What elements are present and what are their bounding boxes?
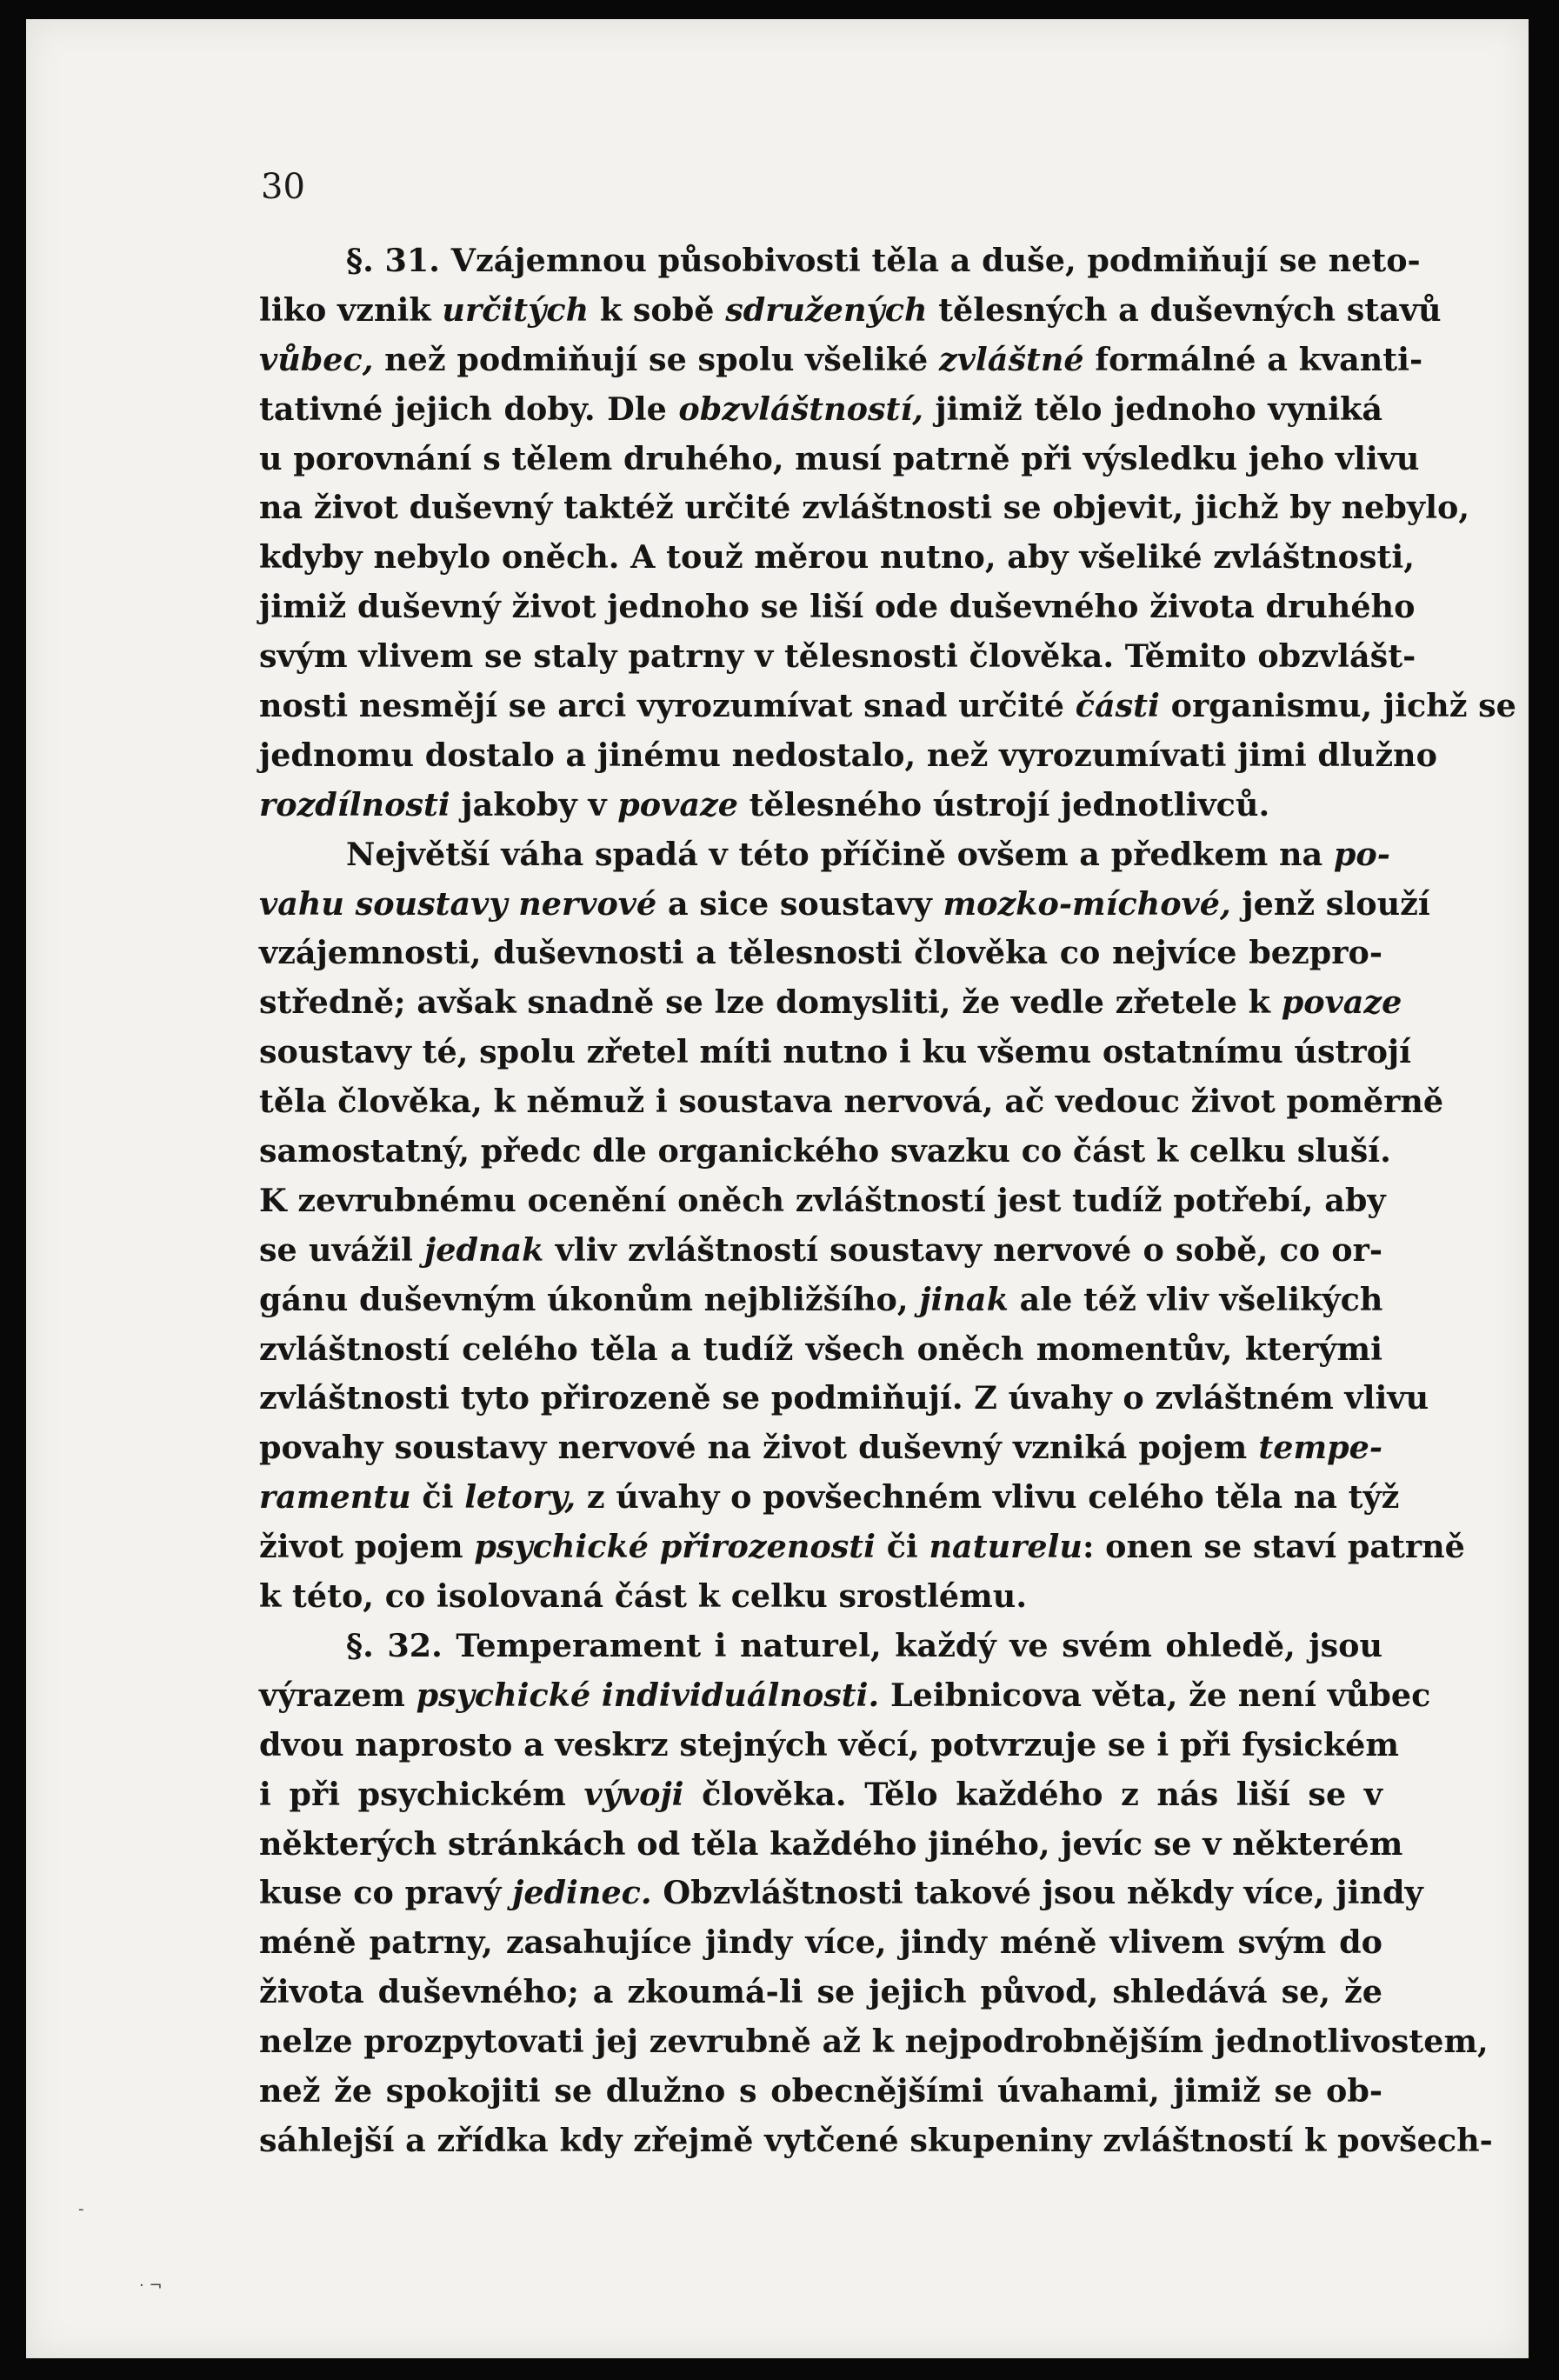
text-segment: i při psychickém — [259, 1775, 584, 1813]
text-segment: §. 31. Vzájemnou působivosti těla a duše, podmiňují se neto- — [346, 242, 1421, 279]
text-segment: středně; avšak snadně se lze domysliti, že vedle zřetele k — [259, 983, 1282, 1022]
text-segment: některých stránkách od těla každého jiného, jevíc se v některém — [259, 1824, 1403, 1863]
text-line — [259, 1325, 1382, 1375]
text-segment: k sobě — [589, 290, 726, 329]
text-segment: jenž slouží — [1230, 884, 1430, 923]
italic-text: povaze — [617, 785, 738, 823]
text-line — [259, 1918, 1382, 1968]
text-segment: formálné a kvanti- — [1083, 340, 1423, 378]
italic-text: povaze — [1281, 983, 1402, 1022]
text-line — [259, 237, 1421, 286]
text-segment: tělesných a duševných stavů — [927, 290, 1442, 329]
text-segment: vzájemnosti, duševnosti a tělesnosti člověka co nejvíce bezpro- — [259, 934, 1382, 972]
text-segment: : onen se staví patrně — [1082, 1528, 1465, 1566]
scan-speck: · ¬ — [139, 2277, 163, 2295]
text-line — [259, 880, 1430, 930]
text-line — [259, 1721, 1399, 1770]
text-segment: tativné jejich doby. Dle — [259, 390, 679, 428]
text-segment: či — [410, 1478, 465, 1517]
text-segment: dvou naprosto a veskrz stejných věcí, potvrzuje se i při fysickém — [259, 1725, 1399, 1763]
text-segment: ale též vliv všelikých — [1008, 1280, 1383, 1318]
text-segment: Leibnicova věta, že není vůbec — [879, 1676, 1431, 1714]
text-line — [259, 1622, 1382, 1671]
italic-text: jednak — [424, 1230, 544, 1269]
text-line — [259, 1869, 1423, 1918]
text-segment: na život duševný taktéž určité zvláštnosti se objevit, jichž by nebylo, — [259, 489, 1470, 527]
page-number: 30 — [261, 167, 305, 207]
text-line — [259, 286, 1442, 336]
text-segment: zvláštností celého těla a tudíž všech oněch momentův, kterými — [259, 1330, 1382, 1368]
text-segment: povahy soustavy nervové na život duševný vzniká pojem — [259, 1429, 1259, 1467]
text-line — [259, 1177, 1386, 1226]
text-line — [259, 2117, 1493, 2166]
text-segment: samostatný, předc dle organického svazku co část k celku sluší. — [259, 1132, 1391, 1170]
text-line — [259, 1473, 1400, 1523]
text-line — [259, 2067, 1382, 2117]
text-line — [259, 385, 1382, 435]
italic-text: zvláštné — [939, 340, 1084, 378]
italic-text: rozdílnosti — [259, 785, 450, 823]
scan-speck: - — [78, 2200, 84, 2218]
text-segment: člověka. Tělo každého z nás liší se v — [683, 1775, 1382, 1813]
text-segment: kdyby nebylo oněch. A touž měrou nutno, aby všeliké zvláštnosti, — [259, 538, 1415, 577]
italic-text: psychické přirozenosti — [474, 1528, 876, 1566]
text-line — [259, 583, 1416, 632]
text-line — [259, 483, 1470, 533]
italic-text: části — [1075, 687, 1160, 725]
text-line — [259, 1572, 1382, 1622]
text-line — [259, 1423, 1382, 1473]
text-line — [259, 682, 1516, 731]
text-line — [259, 533, 1415, 583]
italic-text: letory, — [464, 1478, 576, 1517]
text-line — [259, 830, 1390, 880]
text-segment: sáhlejší a zřídka kdy zřejmě vytčené skupeniny zvláštností k povšech- — [259, 2121, 1493, 2159]
text-segment: vliv zvláštností soustavy nervové o sobě, co or- — [543, 1230, 1382, 1269]
text-line — [259, 1028, 1411, 1077]
text-segment: soustavy té, spolu zřetel míti nutno i ku všemu ostatnímu ústrojí — [259, 1033, 1411, 1071]
text-segment: §. 32. Temperament i naturel, každý ve svém ohledě, jsou — [346, 1626, 1382, 1664]
text-segment: Obzvláštnosti takové jsou někdy více, jindy — [651, 1874, 1423, 1912]
text-segment: života duševného; a zkoumá-li se jejich původ, shledává se, že — [259, 1973, 1382, 2011]
text-segment: život pojem — [259, 1528, 475, 1566]
text-segment: se uvážil — [259, 1230, 425, 1269]
text-segment: a sice soustavy — [656, 884, 943, 923]
text-segment: organismu, jichž se — [1159, 687, 1516, 725]
text-segment: nosti nesmějí se arci vyrozumívat snad určité — [259, 687, 1076, 725]
text-line — [259, 731, 1437, 781]
italic-text: tempe- — [1258, 1429, 1382, 1467]
text-line — [259, 781, 1382, 830]
text-segment: k této, co isolovaná část k celku srostlému. — [259, 1577, 1028, 1616]
text-line — [259, 1968, 1382, 2017]
text-line — [259, 1276, 1382, 1325]
text-segment: svým vlivem se staly patrny v tělesnosti člověka. Těmito obzvlášt- — [259, 637, 1416, 676]
text-segment: K zevrubnému ocenění oněch zvláštností jest tudíž potřebí, aby — [259, 1181, 1386, 1219]
text-segment: kuse co pravý — [259, 1874, 513, 1912]
italic-text: ramentu — [259, 1478, 411, 1517]
text-line — [259, 435, 1420, 484]
text-line — [259, 1820, 1403, 1870]
text-segment: výrazem — [259, 1676, 416, 1714]
text-segment: liko vznik — [259, 290, 443, 329]
italic-text: vůbec, — [259, 340, 374, 378]
text-segment: zvláštnosti tyto přirozeně se podmiňují. Z úvahy o zvláštném vlivu — [259, 1379, 1429, 1417]
text-segment: či — [876, 1528, 929, 1566]
body-text — [259, 237, 1516, 2166]
text-line — [259, 1226, 1382, 1276]
text-segment: než podmiňují se spolu všeliké — [373, 340, 939, 378]
italic-text: vývoji — [583, 1775, 684, 1813]
italic-text: jinak — [919, 1280, 1009, 1318]
text-line — [259, 336, 1423, 385]
text-line — [259, 1127, 1391, 1177]
text-segment: méně patrny, zasahujíce jindy více, jindy méně vlivem svým do — [259, 1923, 1382, 1962]
italic-text: vahu soustavy nervové — [259, 884, 657, 923]
italic-text: naturelu — [929, 1528, 1083, 1566]
text-segment: z úvahy o povšechném vlivu celého těla na týž — [576, 1478, 1400, 1517]
italic-text: mozko-míchové, — [943, 884, 1231, 923]
text-line — [259, 978, 1402, 1028]
text-line — [259, 1770, 1382, 1820]
text-line — [259, 1671, 1431, 1721]
text-line — [259, 1374, 1429, 1423]
text-segment: než že spokojiti se dlužno s obecnějšími úvahami, jimiž se ob- — [259, 2071, 1382, 2110]
text-line — [259, 1077, 1444, 1127]
text-segment: jimiž tělo jednoho vyniká — [923, 390, 1383, 428]
text-segment: Největší váha spadá v této příčině ovšem a předkem na — [346, 835, 1334, 873]
italic-text: sdružených — [725, 290, 928, 329]
italic-text: určitých — [442, 290, 590, 329]
text-segment: jednomu dostalo a jinému nedostalo, než vyrozumívati jimi dlužno — [259, 736, 1437, 774]
italic-text: obzvláštností, — [678, 390, 923, 428]
text-segment: tělesného ústrojí jednotlivců. — [737, 785, 1270, 823]
text-segment: nelze prozpytovati jej zevrubně až k nejpodrobnějším jednotlivostem, — [259, 2023, 1489, 2061]
text-line — [259, 2017, 1489, 2067]
italic-text: psychické individuálnosti. — [416, 1676, 880, 1714]
text-segment: jakoby v — [450, 785, 618, 823]
text-line — [259, 1523, 1465, 1572]
text-segment: jimiž duševný život jednoho se liší ode duševného života druhého — [259, 588, 1416, 626]
italic-text: jedinec. — [512, 1874, 652, 1912]
text-segment: těla člověka, k němuž i soustava nervová, ač vedouc život poměrně — [259, 1083, 1444, 1121]
text-segment: u porovnání s tělem druhého, musí patrně při výsledku jeho vlivu — [259, 439, 1420, 477]
text-segment: gánu duševným úkonům nejbližšího, — [259, 1280, 920, 1318]
italic-text: po- — [1333, 835, 1390, 873]
text-line — [259, 929, 1382, 978]
text-line — [259, 632, 1416, 682]
